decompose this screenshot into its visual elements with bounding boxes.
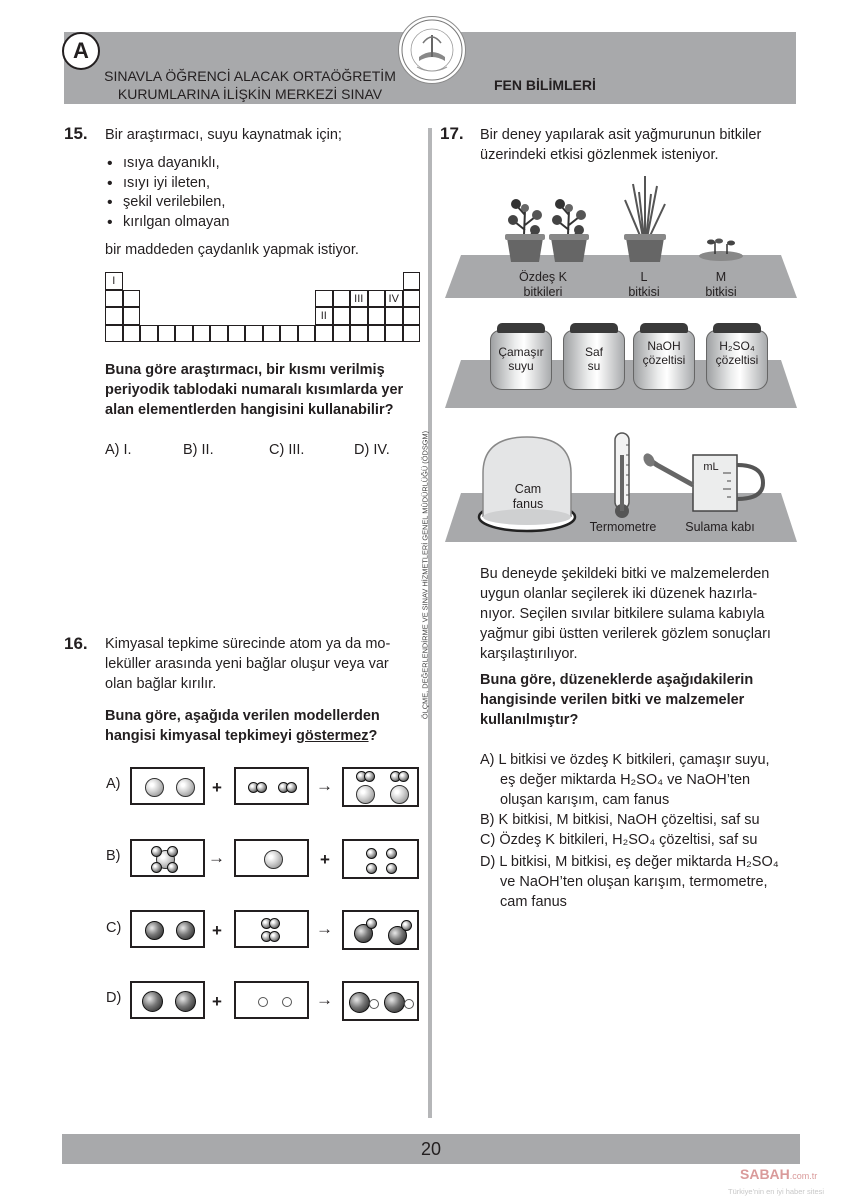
q16-option-b-label[interactable]: B) bbox=[106, 848, 121, 864]
plant-l-icon bbox=[624, 176, 666, 262]
q16-question-pre: hangisi kimyasal tepkimeyi bbox=[105, 728, 297, 744]
plant-k1-icon bbox=[505, 199, 545, 262]
atom bbox=[175, 991, 196, 1012]
subject-title: FEN BİLİMLERİ bbox=[494, 77, 596, 93]
periodic-table-cell bbox=[403, 325, 421, 343]
jar-h2so4-label-line2: çözeltisi bbox=[715, 353, 759, 367]
watermark-tld: .com.tr bbox=[789, 1171, 818, 1181]
plant-l-label-line1: L bbox=[640, 270, 648, 284]
jar-pure-water-label-line1: Saf bbox=[584, 345, 603, 359]
q16-b-product2 bbox=[342, 839, 419, 879]
periodic-table-cell bbox=[350, 325, 368, 343]
atom bbox=[356, 785, 375, 804]
periodic-table-cell bbox=[228, 325, 246, 343]
q16-question-mark: ? bbox=[368, 728, 378, 744]
atom bbox=[398, 771, 409, 782]
periodic-table-cell bbox=[105, 290, 123, 308]
atom bbox=[269, 931, 280, 942]
q17-option-d-line3[interactable]: cam fanus bbox=[500, 894, 567, 910]
q15-option-b[interactable]: B) II. bbox=[183, 442, 214, 458]
watermark-subtitle: Türkiye'nin en iyi haber sitesi bbox=[728, 1187, 825, 1196]
q16-a-product bbox=[342, 767, 419, 807]
jar-pure-water bbox=[563, 330, 625, 390]
jar-cap bbox=[640, 323, 688, 333]
q16-option-c-label[interactable]: C) bbox=[106, 920, 122, 936]
periodic-table-cell bbox=[403, 272, 421, 290]
periodic-table-cell bbox=[368, 307, 386, 325]
watermark-brand: SABAH bbox=[740, 1166, 790, 1182]
booklet-type-badge: A bbox=[62, 32, 100, 70]
q15-bullet: • kırılgan olmayan bbox=[105, 213, 229, 233]
arrow-right-icon: → bbox=[316, 990, 333, 1009]
header-title-line1: SINAVLA ÖĞRENCİ ALACAK ORTAÖĞRETİM bbox=[104, 68, 396, 84]
atom bbox=[366, 863, 377, 874]
q15-number: 15. bbox=[64, 124, 88, 143]
q17-option-d-line2[interactable]: ve NaOH’ten oluşan karışım, termometre, bbox=[500, 874, 768, 890]
q15-bullet: • ısıyı iyi ileten, bbox=[105, 174, 229, 194]
q17-question-line2: hangisinde verilen bitki ve malzemeler bbox=[480, 692, 745, 708]
q17-intro-line1: Bir deney yapılarak asit yağmurunun bitkiler bbox=[480, 127, 762, 143]
q17-option-b[interactable]: B) K bitkisi, M bitkisi, NaOH çözeltisi, saf su bbox=[480, 812, 760, 828]
atom bbox=[264, 850, 283, 869]
plant-m-label-line2: bitkisi bbox=[705, 285, 737, 299]
arrow-right-icon: → bbox=[316, 919, 333, 938]
q15-question-line1: Buna göre araştırmacı, bir kısmı verilmiş bbox=[105, 362, 385, 378]
q15-option-d[interactable]: D) IV. bbox=[354, 442, 390, 458]
periodic-table-cell-i: I bbox=[105, 272, 123, 290]
plus-sign: + bbox=[212, 992, 222, 1011]
periodic-table-cell bbox=[403, 290, 421, 308]
atom bbox=[401, 920, 412, 931]
q17-number: 17. bbox=[440, 124, 464, 143]
jar-naoh-label-line1: NaOH bbox=[647, 339, 681, 353]
q17-intro-line2: üzerindeki etkisi gözlenmek isteniyor. bbox=[480, 147, 719, 163]
plant-l-label-line2: bitkisi bbox=[628, 285, 660, 299]
jar-pure-water-label bbox=[566, 345, 622, 373]
atom bbox=[390, 785, 409, 804]
q16-question-emphasis: göstermez bbox=[296, 728, 369, 744]
q17-body-line5: karşılaştırılıyor. bbox=[480, 646, 578, 662]
plus-sign: + bbox=[320, 850, 330, 869]
atom bbox=[167, 862, 178, 873]
glass-dome-label-line2: fanus bbox=[512, 497, 544, 511]
periodic-table-cell bbox=[175, 325, 193, 343]
periodic-table-cell bbox=[315, 290, 333, 308]
atom bbox=[384, 992, 405, 1013]
ministry-logo bbox=[398, 16, 466, 84]
jar-naoh-label bbox=[636, 339, 692, 367]
plant-k-label-line1: Özdeş K bbox=[519, 270, 567, 284]
q15-option-c[interactable]: C) III. bbox=[269, 442, 305, 458]
jar-bleach bbox=[490, 330, 552, 390]
q16-question-line1: Buna göre, aşağıda verilen modellerden bbox=[105, 708, 380, 724]
periodic-table-cell bbox=[158, 325, 176, 343]
atom bbox=[151, 846, 162, 857]
glass-dome-label-line1: Cam bbox=[514, 482, 542, 496]
q16-d-reactant2 bbox=[234, 981, 309, 1019]
atom bbox=[386, 863, 397, 874]
atom bbox=[176, 921, 195, 940]
atom bbox=[142, 991, 163, 1012]
q16-c-reactant2 bbox=[234, 910, 309, 948]
jar-h2so4 bbox=[706, 330, 768, 390]
plant-k2-icon bbox=[549, 199, 589, 262]
jar-cap bbox=[570, 323, 618, 333]
jar-bleach-label bbox=[493, 345, 549, 373]
q16-b-reactant bbox=[130, 839, 205, 877]
arrow-right-icon: → bbox=[316, 776, 333, 795]
periodic-table-cell bbox=[123, 325, 141, 343]
periodic-table-cell-iv: IV bbox=[385, 290, 403, 308]
periodic-table-cell bbox=[350, 307, 368, 325]
plant-m-label-line1: M bbox=[715, 270, 727, 284]
periodic-table-cell bbox=[333, 290, 351, 308]
q16-b-product1 bbox=[234, 839, 309, 877]
jar-naoh bbox=[633, 330, 695, 390]
atom bbox=[282, 997, 292, 1007]
atom bbox=[366, 848, 377, 859]
q17-body-line1: Bu deneyde şekildeki bitki ve malzemelerden bbox=[480, 566, 770, 582]
atom bbox=[364, 771, 375, 782]
side-organization-text: ÖLÇME, DEĞERLENDİRME VE SINAV HİZMETLERİ GENEL MÜDÜRLÜĞÜ (ÖDSGM) bbox=[420, 430, 430, 720]
q16-option-a-label[interactable]: A) bbox=[106, 776, 121, 792]
periodic-table-cell bbox=[385, 307, 403, 325]
q15-bullet-list bbox=[105, 154, 229, 232]
atom bbox=[349, 992, 370, 1013]
periodic-table-cell bbox=[368, 325, 386, 343]
q17-question-line3: kullanılmıştır? bbox=[480, 712, 579, 728]
atom bbox=[145, 921, 164, 940]
q15-intro: Bir araştırmacı, suyu kaynatmak için; bbox=[105, 127, 342, 143]
plant-k-label-line2: bitkileri bbox=[523, 285, 563, 299]
periodic-table-cell bbox=[245, 325, 263, 343]
header-title-line2: KURUMLARINA İLİŞKİN MERKEZİ SINAV bbox=[117, 86, 383, 102]
page-number: 20 bbox=[420, 1139, 442, 1159]
periodic-table-cell bbox=[385, 325, 403, 343]
atom bbox=[151, 862, 162, 873]
periodic-table-cell bbox=[333, 325, 351, 343]
periodic-table bbox=[105, 272, 420, 344]
q16-c-reactant1 bbox=[130, 910, 205, 948]
q17-option-a-line3[interactable]: oluşan karışım, cam fanus bbox=[500, 792, 670, 808]
periodic-table-cell bbox=[368, 290, 386, 308]
thermometer-label: Termometre bbox=[589, 520, 657, 534]
jar-cap bbox=[497, 323, 545, 333]
periodic-table-cell bbox=[315, 325, 333, 343]
q16-d-reactant1 bbox=[130, 981, 205, 1019]
jar-naoh-label-line2: çözeltisi bbox=[642, 353, 686, 367]
q17-option-c[interactable]: C) Özdeş K bitkileri, H₂SO₄ çözeltisi, saf su bbox=[480, 832, 758, 848]
glass-dome-label bbox=[500, 482, 556, 512]
q16-a-reactant2 bbox=[234, 767, 309, 805]
q15-bullet: • ısıya dayanıklı, bbox=[105, 154, 229, 174]
jar-bleach-label-line1: Çamaşır bbox=[498, 345, 544, 359]
watering-can-unit: mL bbox=[703, 461, 719, 473]
q17-question-line1: Buna göre, düzeneklerde aşağıdakilerin bbox=[480, 672, 754, 688]
q15-after-text: bir maddeden çaydanlık yapmak istiyor. bbox=[105, 242, 359, 258]
watering-can-label: Sulama kabı bbox=[685, 520, 755, 534]
q16-intro-line2: leküller arasında yeni bağlar oluşur veya var bbox=[105, 656, 389, 672]
q15-question-line3: alan elementlerden hangisini kullanabilir? bbox=[105, 402, 394, 418]
atom bbox=[176, 778, 195, 797]
periodic-table-cell bbox=[280, 325, 298, 343]
periodic-table-cell bbox=[263, 325, 281, 343]
jar-bleach-label-line2: suyu bbox=[508, 359, 534, 373]
q16-number: 16. bbox=[64, 634, 88, 653]
periodic-table-cell-iii: III bbox=[350, 290, 368, 308]
q15-bullet: • şekil verilebilen, bbox=[105, 193, 229, 213]
atom bbox=[369, 999, 379, 1009]
plus-sign: + bbox=[212, 921, 222, 940]
jar-h2so4-label bbox=[709, 339, 765, 367]
jar-cap bbox=[713, 323, 761, 333]
q16-intro-line3: olan bağlar kırılır. bbox=[105, 676, 217, 692]
plant-m-icon bbox=[699, 239, 743, 262]
side-text-box bbox=[417, 410, 433, 740]
q16-intro-line1: Kimyasal tepkime sürecinde atom ya da mo- bbox=[105, 636, 391, 652]
periodic-table-cell bbox=[105, 325, 123, 343]
periodic-table-cell bbox=[210, 325, 228, 343]
q16-d-product bbox=[342, 981, 419, 1021]
arrow-right-icon: → bbox=[208, 848, 225, 867]
q17-body-line4: yağmur gibi üstten verilerek gözlem sonuçları bbox=[480, 626, 771, 642]
atom bbox=[269, 918, 280, 929]
periodic-table-cell bbox=[123, 290, 141, 308]
q15-question-line2: periyodik tablodaki numaralı kısımlarda yer bbox=[105, 382, 404, 398]
periodic-table-cell bbox=[403, 307, 421, 325]
atom bbox=[145, 778, 164, 797]
jar-h2so4-formula: H₂SO₄ bbox=[719, 339, 755, 353]
q17-body-line2: uygun olanlar seçilerek iki düzenek hazırla- bbox=[480, 586, 758, 602]
periodic-table-cell bbox=[140, 325, 158, 343]
atom bbox=[167, 846, 178, 857]
q16-option-d-label[interactable]: D) bbox=[106, 990, 122, 1006]
periodic-table-cell bbox=[123, 307, 141, 325]
jar-pure-water-label-line2: su bbox=[587, 359, 601, 373]
watermark-logo bbox=[740, 1166, 817, 1182]
plant-m-label bbox=[694, 270, 748, 300]
periodic-table-cell bbox=[333, 307, 351, 325]
atom bbox=[258, 997, 268, 1007]
atom bbox=[366, 918, 377, 929]
periodic-table-cell bbox=[298, 325, 316, 343]
periodic-table-cell bbox=[105, 307, 123, 325]
plant-k-label bbox=[508, 270, 578, 300]
q16-c-product bbox=[342, 910, 419, 950]
q15-option-a[interactable]: A) I. bbox=[105, 442, 132, 458]
q17-option-d-line1[interactable]: D) L bitkisi, M bitkisi, eş değer miktarda H₂SO₄ bbox=[480, 854, 779, 870]
q16-a-reactant1 bbox=[130, 767, 205, 805]
thermometer-icon bbox=[615, 433, 629, 518]
q17-option-a-line1[interactable]: A) L bitkisi ve özdeş K bitkileri, çamaşır suyu, bbox=[480, 752, 770, 768]
plus-sign: + bbox=[212, 778, 222, 797]
atom bbox=[386, 848, 397, 859]
periodic-table-cell-ii: II bbox=[315, 307, 333, 325]
atom bbox=[286, 782, 297, 793]
q17-body-line3: nıyor. Seçilen sıvılar bitkilere sulama kabıyla bbox=[480, 606, 765, 622]
periodic-table-cell bbox=[193, 325, 211, 343]
plant-l-label bbox=[617, 270, 671, 300]
ministry-emblem-icon bbox=[399, 17, 465, 83]
atom bbox=[256, 782, 267, 793]
q16-question-line2 bbox=[105, 726, 377, 746]
atom bbox=[404, 999, 414, 1009]
q17-option-a-line2[interactable]: eş değer miktarda H₂SO₄ ve NaOH’ten bbox=[500, 772, 751, 788]
